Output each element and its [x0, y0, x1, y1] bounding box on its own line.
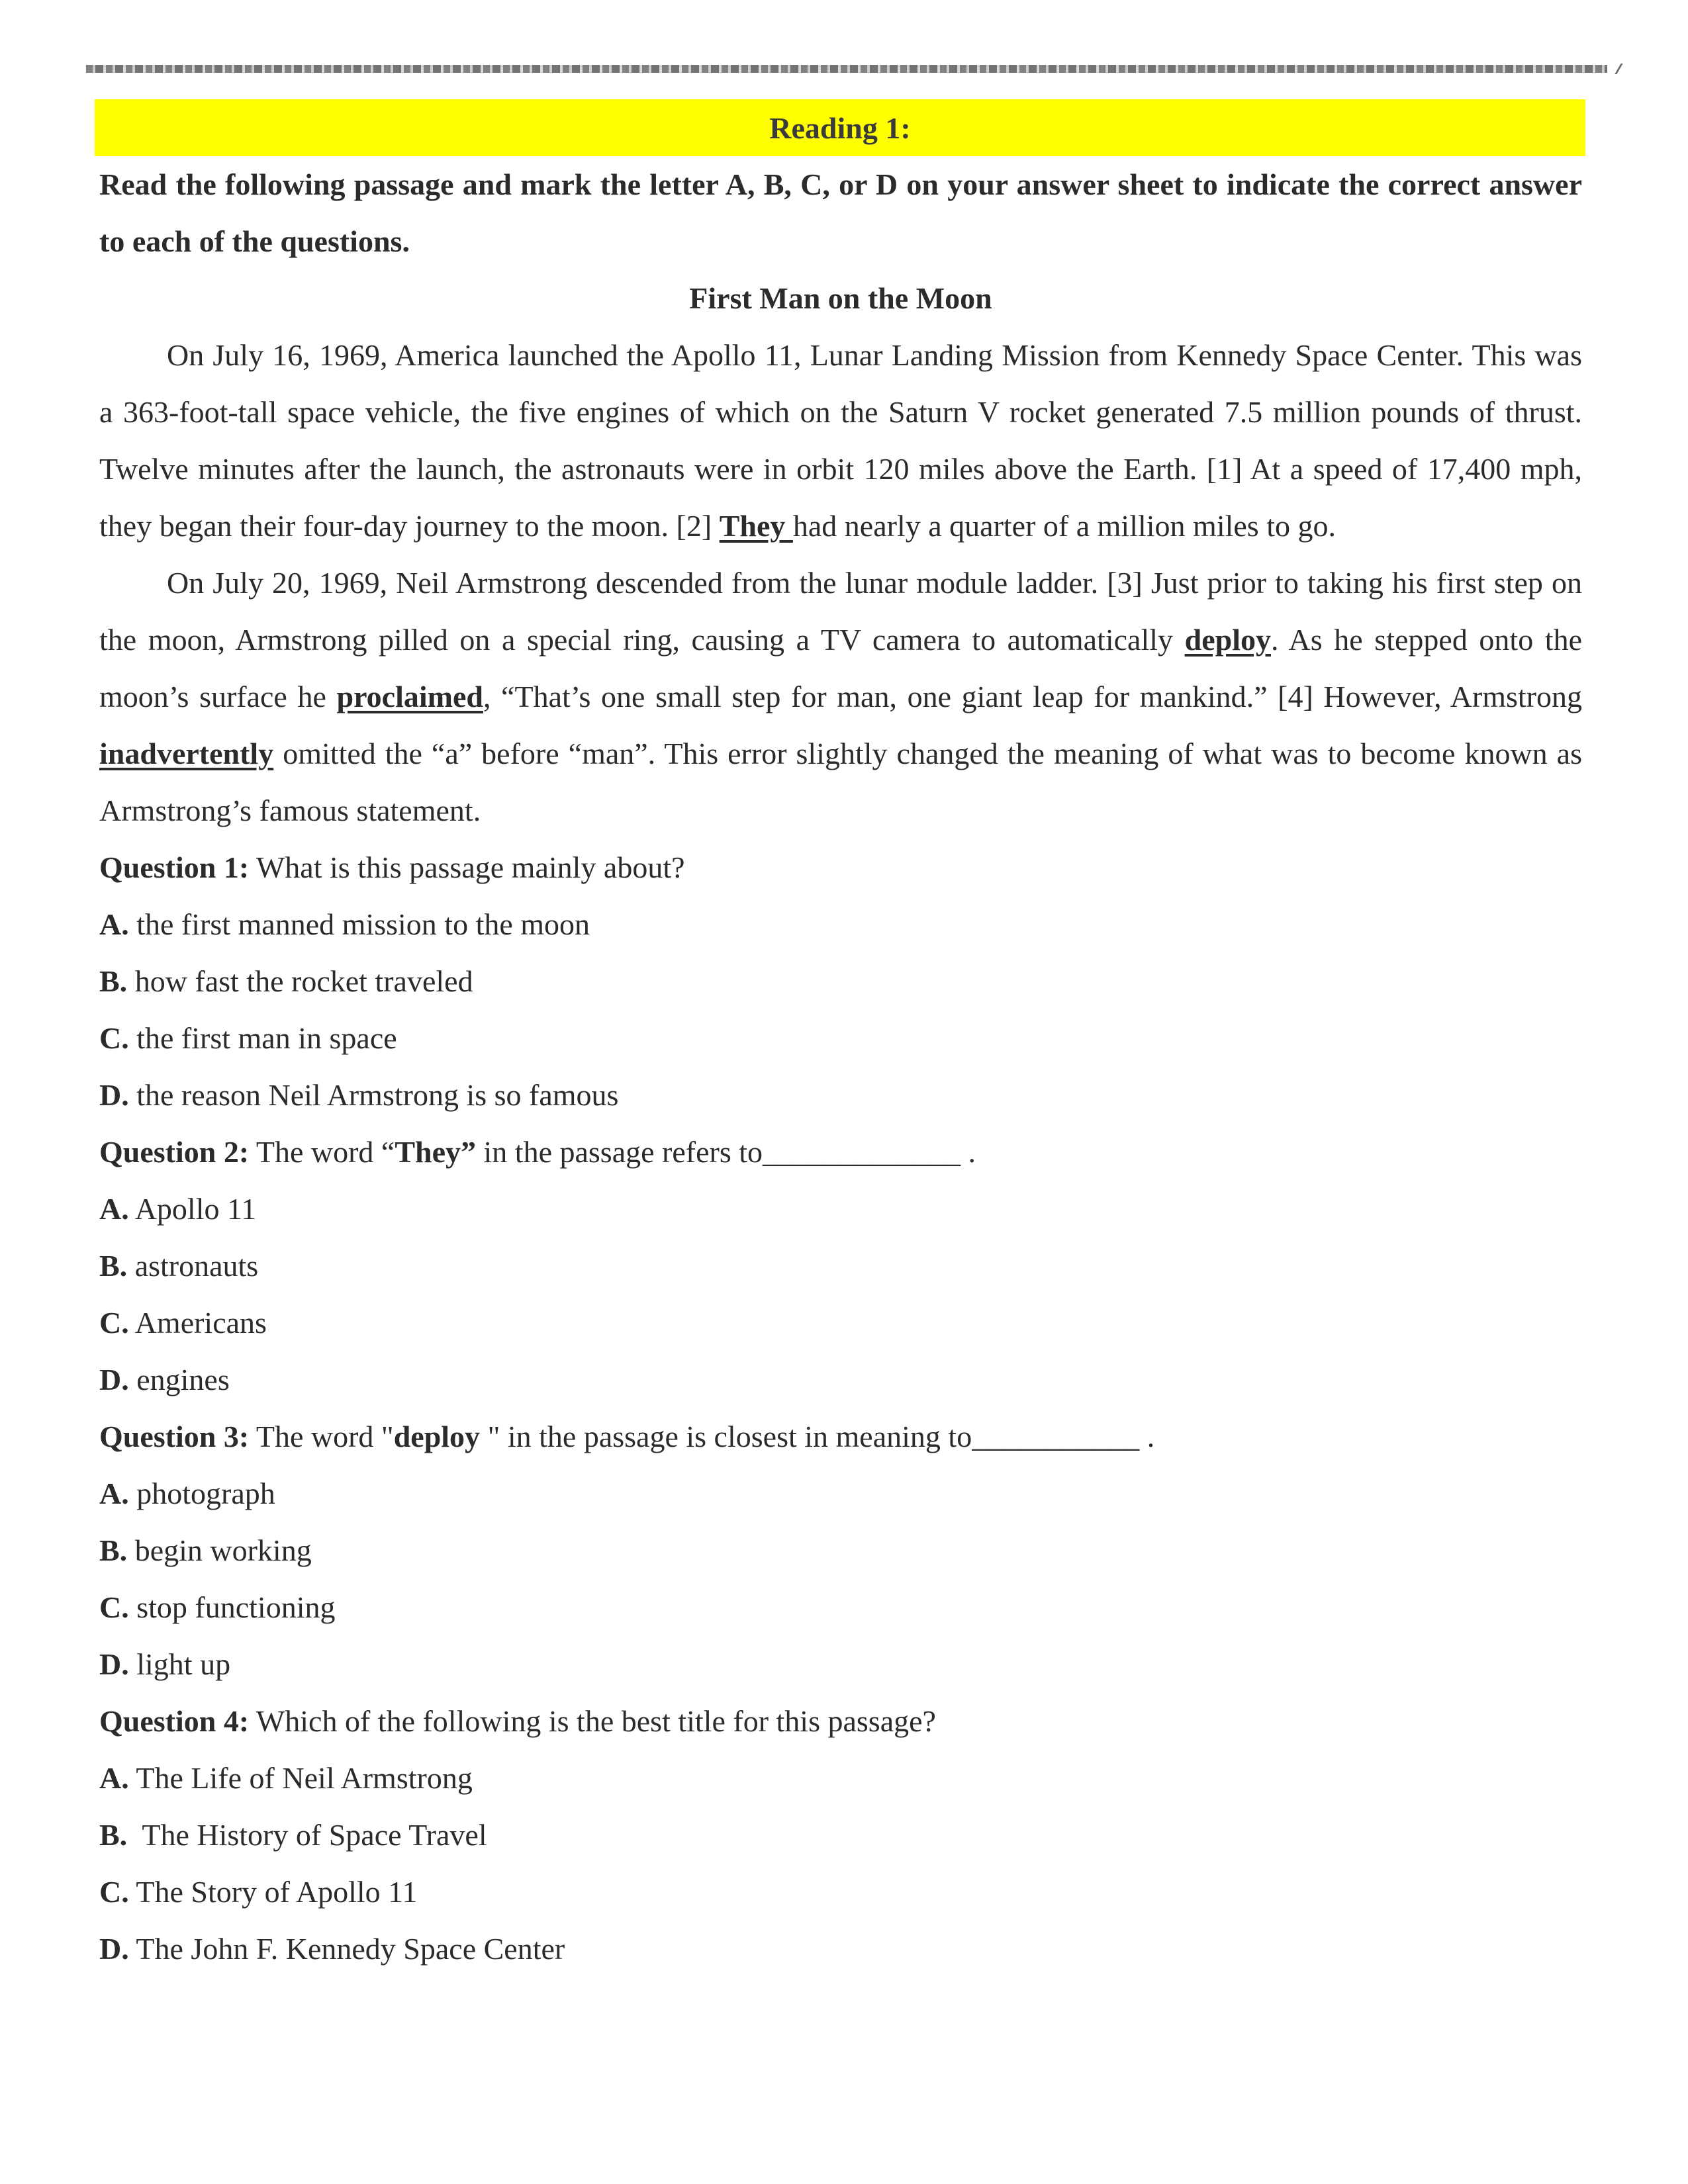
question-4-option-a[interactable]: [99, 1750, 1582, 1807]
p2-text-1: On July 20, 1969, Neil Armstrong descended from the lunar module ladder. [3] Just prior to taking his first step on the moon, Armstrong pilled on a special ring, causing a TV camera to automatically: [99, 566, 1582, 657]
instructions: Read the following passage and mark the letter A, B, C, or D on your answer sheet to indicate the correct answer to each of the questions.: [99, 167, 1582, 258]
question-1-option-c[interactable]: [99, 1010, 1582, 1067]
question-1-option-b[interactable]: [99, 953, 1582, 1010]
option-letter: D.: [99, 1078, 129, 1112]
section-title: [95, 99, 1585, 156]
question-1-label: Question 1:: [99, 850, 250, 884]
option-text: The John F. Kennedy Space Center: [128, 1932, 565, 1966]
worksheet-body: [99, 156, 1582, 1978]
option-letter: D.: [99, 1647, 129, 1681]
question-2-option-b[interactable]: [99, 1238, 1582, 1295]
top-rule-end-mark: [1605, 64, 1622, 74]
p2-text-2: . As he stepped onto the moon’s surface he: [99, 623, 1582, 713]
question-3-text-after: " in the passage is closest in meaning to___________ .: [480, 1420, 1155, 1453]
option-letter: A.: [99, 907, 129, 941]
option-text: Americans: [128, 1306, 267, 1340]
highlight-proclaimed: proclaimed: [336, 680, 483, 713]
question-4-label: Question 4:: [99, 1704, 250, 1738]
question-4-option-c[interactable]: [99, 1864, 1582, 1921]
option-text: Apollo 11: [128, 1192, 257, 1226]
option-letter: B.: [99, 1249, 128, 1283]
option-text: the first manned mission to the moon: [128, 907, 590, 941]
option-text: astronauts: [127, 1249, 259, 1283]
question-1-option-d[interactable]: [99, 1067, 1582, 1124]
option-letter: D.: [99, 1363, 129, 1396]
question-1-text: What is this passage mainly about?: [249, 850, 685, 884]
option-text: stop functioning: [128, 1590, 336, 1624]
p2-text-4: omitted the “a” before “man”. This error slightly changed the meaning of what was to become known as Armstrong’s famous statement.: [99, 737, 1582, 827]
question-4-option-b[interactable]: [99, 1807, 1582, 1864]
option-letter: B.: [99, 964, 128, 998]
option-text: how fast the rocket traveled: [127, 964, 473, 998]
question-2-text-before: The word “: [249, 1135, 395, 1169]
question-4-text: Which of the following is the best title for this passage?: [249, 1704, 936, 1738]
question-3-text-before: The word ": [249, 1420, 394, 1453]
option-letter: D.: [99, 1932, 129, 1966]
option-letter: A.: [99, 1761, 129, 1795]
question-3-option-c[interactable]: [99, 1579, 1582, 1636]
question-1-option-a[interactable]: [99, 896, 1582, 953]
highlight-deploy: deploy: [1184, 623, 1271, 657]
option-text: The History of Space Travel: [127, 1818, 487, 1852]
option-letter: A.: [99, 1477, 129, 1510]
section-title-text: Reading 1:: [769, 111, 911, 145]
question-3-option-b[interactable]: [99, 1522, 1582, 1579]
question-4-option-d[interactable]: [99, 1921, 1582, 1978]
question-3-option-a[interactable]: [99, 1465, 1582, 1522]
option-text: the reason Neil Armstrong is so famous: [128, 1078, 619, 1112]
option-text: the first man in space: [128, 1021, 397, 1055]
option-letter: B.: [99, 1818, 128, 1852]
option-letter: C.: [99, 1306, 129, 1340]
question-2-keyword: They”: [395, 1135, 477, 1169]
passage-paragraph-2: [99, 555, 1582, 839]
question-3-label: Question 3:: [99, 1420, 250, 1453]
question-2-option-a[interactable]: [99, 1181, 1582, 1238]
question-4: [99, 1693, 1582, 1750]
p1-text-after: had nearly a quarter of a million miles to go.: [792, 509, 1336, 543]
top-dashed-rule: [86, 65, 1607, 73]
highlight-they: They: [719, 509, 793, 543]
p2-text-3: , “That’s one small step for man, one giant leap for mankind.” [4] However, Armstrong: [483, 680, 1582, 713]
option-text: The Story of Apollo 11: [128, 1875, 418, 1909]
question-2: [99, 1124, 1582, 1181]
question-2-option-c[interactable]: [99, 1295, 1582, 1351]
option-text: begin working: [127, 1533, 312, 1567]
p1-text-before: On July 16, 1969, America launched the Apollo 11, Lunar Landing Mission from Kennedy Space Center. This was a 363-foot-tall space vehicle, the five engines of which on the Saturn V rocket generated 7.5 million pounds of thrust. Twelve minutes after the launch, the astronauts were in orbit 120 miles above the Earth. [1] At a speed of 17,400 mph, they began their four-day journey to the moon. [2]: [99, 338, 1582, 543]
option-letter: C.: [99, 1875, 129, 1909]
option-text: engines: [128, 1363, 230, 1396]
question-3-option-d[interactable]: [99, 1636, 1582, 1693]
option-text: light up: [128, 1647, 231, 1681]
highlight-inadvertently: inadvertently: [99, 737, 274, 770]
question-2-option-d[interactable]: [99, 1351, 1582, 1408]
option-text: photograph: [128, 1477, 275, 1510]
question-2-text-after: in the passage refers to_____________ .: [476, 1135, 976, 1169]
question-3-keyword: deploy: [393, 1420, 481, 1453]
option-letter: C.: [99, 1590, 129, 1624]
passage-paragraph-1: [99, 327, 1582, 555]
question-1: [99, 839, 1582, 896]
passage-title: First Man on the Moon: [689, 281, 992, 315]
option-letter: A.: [99, 1192, 129, 1226]
question-3: [99, 1408, 1582, 1465]
question-2-label: Question 2:: [99, 1135, 250, 1169]
option-text: The Life of Neil Armstrong: [128, 1761, 473, 1795]
option-letter: C.: [99, 1021, 129, 1055]
option-letter: B.: [99, 1533, 128, 1567]
